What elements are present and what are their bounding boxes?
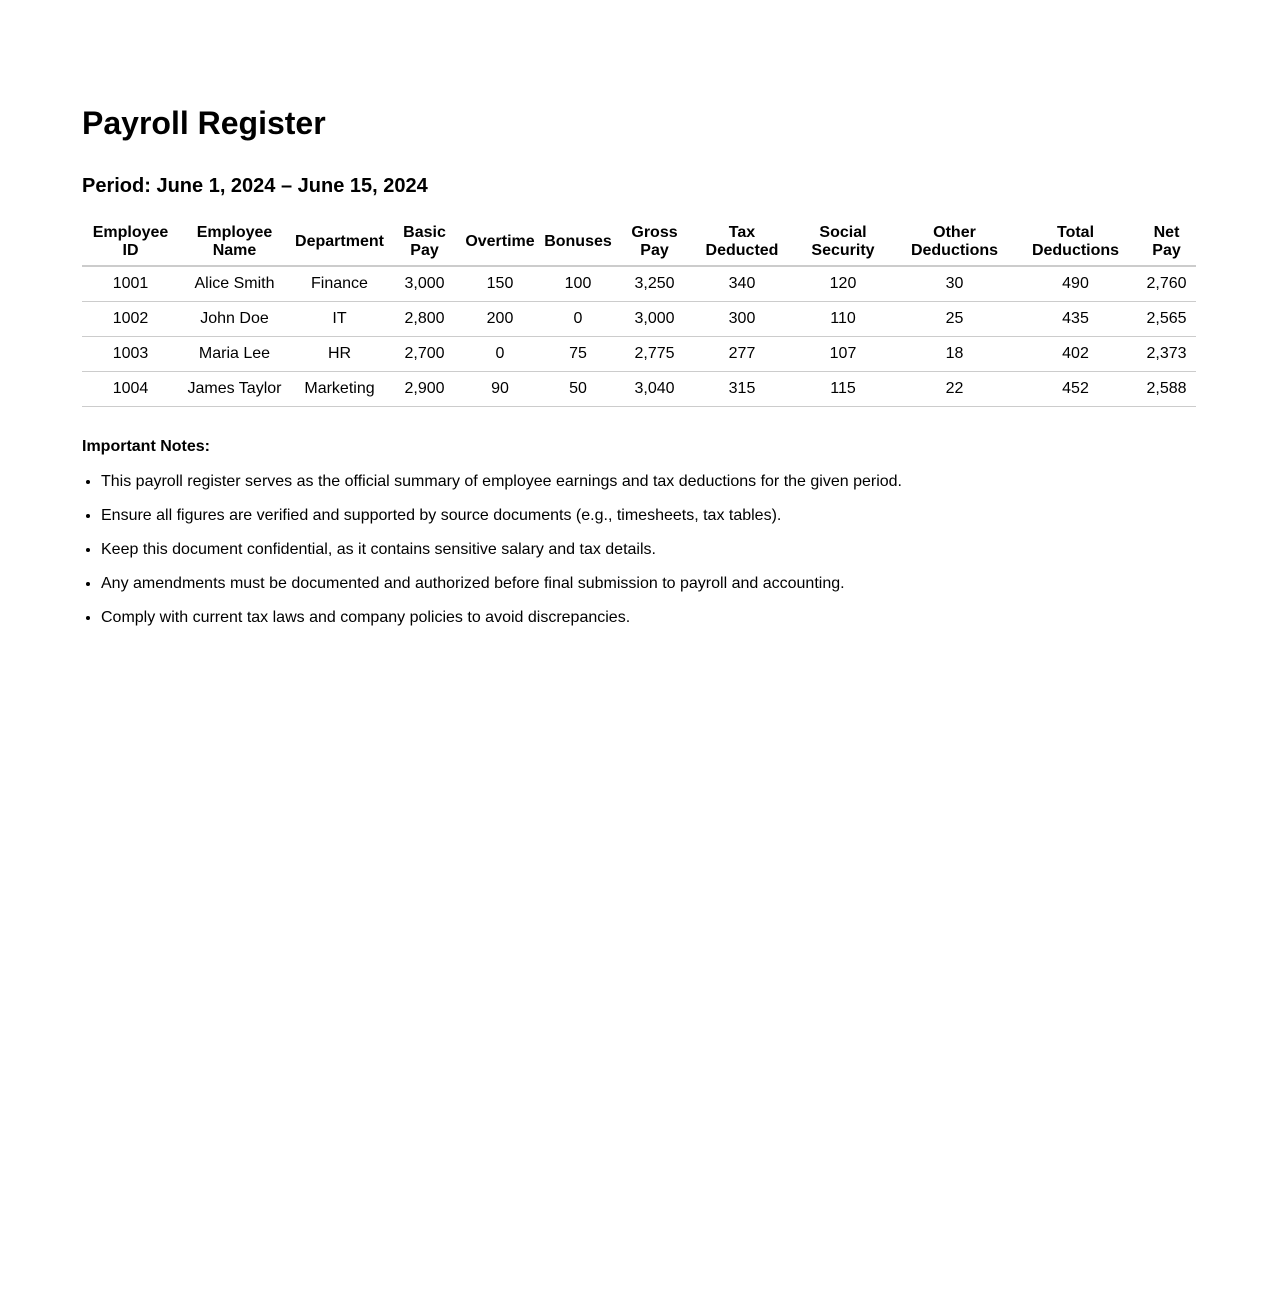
cell-net-pay: 2,373 (1137, 337, 1196, 372)
cell-overtime: 90 (460, 372, 540, 407)
cell-employee-id: 1003 (82, 337, 179, 372)
cell-gross-pay: 3,000 (616, 302, 693, 337)
header-department: Department (290, 218, 389, 266)
notes-heading: Important Notes: (82, 438, 210, 455)
list-item: • Any amendments must be documented and authorized before final submission to payroll and accounting. (101, 574, 902, 593)
header-basic-pay: Basic Pay (389, 218, 460, 266)
cell-basic-pay: 2,800 (389, 302, 460, 337)
table-row (82, 266, 1196, 302)
header-net-pay: Net Pay (1137, 218, 1196, 266)
list-item: • Comply with current tax laws and company policies to avoid discrepancies. (101, 608, 902, 627)
cell-employee-id: 1002 (82, 302, 179, 337)
cell-department: Marketing (290, 372, 389, 407)
cell-basic-pay: 3,000 (389, 266, 460, 302)
header-total-deductions: Total Deductions (1014, 218, 1137, 266)
cell-employee-name: Maria Lee (179, 337, 290, 372)
cell-employee-name: John Doe (179, 302, 290, 337)
cell-department: HR (290, 337, 389, 372)
cell-basic-pay: 2,700 (389, 337, 460, 372)
table-row (82, 302, 1196, 337)
cell-basic-pay: 2,900 (389, 372, 460, 407)
cell-net-pay: 2,588 (1137, 372, 1196, 407)
notes-list (82, 472, 902, 642)
payroll-table (82, 218, 1196, 407)
cell-net-pay: 2,760 (1137, 266, 1196, 302)
list-item: • Ensure all figures are verified and supported by source documents (e.g., timesheets, tax tables). (101, 506, 902, 525)
cell-tax-deducted: 300 (693, 302, 791, 337)
table-row (82, 372, 1196, 407)
header-social-security: Social Security (791, 218, 895, 266)
cell-total-deductions: 490 (1014, 266, 1137, 302)
cell-department: Finance (290, 266, 389, 302)
list-item: • Keep this document confidential, as it contains sensitive salary and tax details. (101, 540, 902, 559)
header-gross-pay: Gross Pay (616, 218, 693, 266)
cell-total-deductions: 435 (1014, 302, 1137, 337)
cell-tax-deducted: 340 (693, 266, 791, 302)
cell-tax-deducted: 277 (693, 337, 791, 372)
cell-social-security: 107 (791, 337, 895, 372)
cell-bonuses: 75 (540, 337, 616, 372)
table-header-row (82, 218, 1196, 266)
list-item: • This payroll register serves as the official summary of employee earnings and tax deductions for the given period. (101, 472, 902, 491)
cell-employee-name: Alice Smith (179, 266, 290, 302)
cell-bonuses: 50 (540, 372, 616, 407)
cell-other-deductions: 25 (895, 302, 1014, 337)
header-employee-id: Employee ID (82, 218, 179, 266)
cell-gross-pay: 3,040 (616, 372, 693, 407)
cell-gross-pay: 2,775 (616, 337, 693, 372)
page-title: Payroll Register (82, 105, 326, 141)
header-bonuses: Bonuses (540, 218, 616, 266)
cell-other-deductions: 30 (895, 266, 1014, 302)
cell-overtime: 150 (460, 266, 540, 302)
period-subtitle: Period: June 1, 2024 – June 15, 2024 (82, 175, 428, 197)
cell-other-deductions: 22 (895, 372, 1014, 407)
header-overtime: Overtime (460, 218, 540, 266)
cell-other-deductions: 18 (895, 337, 1014, 372)
cell-total-deductions: 402 (1014, 337, 1137, 372)
cell-overtime: 0 (460, 337, 540, 372)
cell-tax-deducted: 315 (693, 372, 791, 407)
cell-employee-name: James Taylor (179, 372, 290, 407)
cell-employee-id: 1004 (82, 372, 179, 407)
header-tax-deducted: Tax Deducted (693, 218, 791, 266)
cell-employee-id: 1001 (82, 266, 179, 302)
cell-social-security: 115 (791, 372, 895, 407)
cell-gross-pay: 3,250 (616, 266, 693, 302)
cell-total-deductions: 452 (1014, 372, 1137, 407)
cell-overtime: 200 (460, 302, 540, 337)
cell-net-pay: 2,565 (1137, 302, 1196, 337)
cell-bonuses: 0 (540, 302, 616, 337)
cell-department: IT (290, 302, 389, 337)
header-other-deductions: Other Deductions (895, 218, 1014, 266)
cell-bonuses: 100 (540, 266, 616, 302)
table-row (82, 337, 1196, 372)
cell-social-security: 110 (791, 302, 895, 337)
header-employee-name: Employee Name (179, 218, 290, 266)
cell-social-security: 120 (791, 266, 895, 302)
